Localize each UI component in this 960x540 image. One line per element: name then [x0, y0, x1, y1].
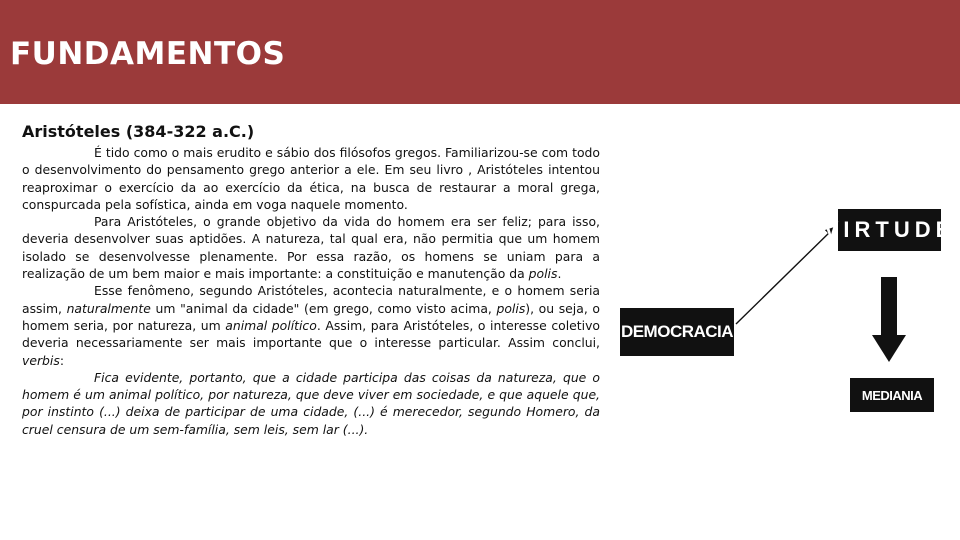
paragraph-3-emphasis-3: animal político: [225, 317, 317, 333]
concept-diagram: [600, 190, 960, 430]
paragraph-3-emphasis-2: polis: [496, 300, 526, 316]
paragraph-2-end: .: [557, 266, 562, 282]
arrow-democracia-to-virtude: [736, 228, 834, 324]
header-bar: [0, 0, 960, 104]
paragraph-3-text-c: ), ou seja, o homem seria, por natureza, um: [22, 300, 600, 333]
paragraph-1-text: É tido como o mais erudito e sábio dos filósofos gregos. Familiarizou-se com todo o desenvolvimento do pensamento grego anterior a ele. Em seu livro , Aristóteles intentou reaproximar o exercício da ao exercício da ética, na busca de restaurar a moral grega, conspurcada pela sofística, ainda em voga naquele momento.: [22, 145, 600, 212]
virtude-box: VIRTUDE: [838, 209, 941, 251]
arrow-virtude-to-mediania: [872, 277, 906, 362]
paragraph-3-text-d: . Assim, para Aristóteles, o interesse coletivo deveria necessariamente ser mais importante que o interesse particular. Assim conclui,: [22, 317, 600, 351]
paragraph-1: [22, 144, 600, 213]
paragraph-2: [22, 213, 600, 282]
quote-text: Fica evidente, portanto, que a cidade participa das coisas da natureza, que o homem é um animal político, por natureza, que deve viver em sociedade, e que aquele que, por instinto (...) deixa de participar de uma cidade, (...) é merecedor, segundo Homero, da cruel censura de um sem-família, sem leis, sem lar (...).: [22, 369, 600, 437]
article-heading: Aristóteles (384-322 a.C.): [22, 122, 255, 141]
paragraph-3-text-b: um "animal da cidade" (em grego, como visto acima,: [150, 300, 497, 316]
mediania-box: MEDIANIA: [850, 378, 934, 412]
paragraph-3-emphasis-1: naturalmente: [66, 300, 151, 316]
paragraph-3-end: :: [59, 352, 65, 368]
paragraph-2-text: Para Aristóteles, o grande objetivo da vida do homem era ser feliz; para isso, deveria desenvolver suas aptidões. A natureza, tal qual era, não permitia que um homem isolado se desenvolvesse plenamente. Por essa razão, os homens se uniam para a realização de um bem maior e mais importante: a constituição e manutenção da: [22, 214, 600, 282]
article-body: [22, 122, 600, 438]
page-title: FUNDAMENTOS: [10, 36, 286, 72]
quote-paragraph: [22, 369, 600, 438]
paragraph-3-text-a: Esse fenômeno, segundo Aristóteles, acontecia naturalmente, e o homem seria assim,: [22, 283, 600, 316]
democracia-box: DEMOCRACIA: [620, 308, 734, 356]
paragraph-3: [22, 282, 600, 368]
paragraph-2-emphasis: polis: [528, 266, 558, 282]
paragraph-3-emphasis-4: verbis: [22, 352, 60, 368]
